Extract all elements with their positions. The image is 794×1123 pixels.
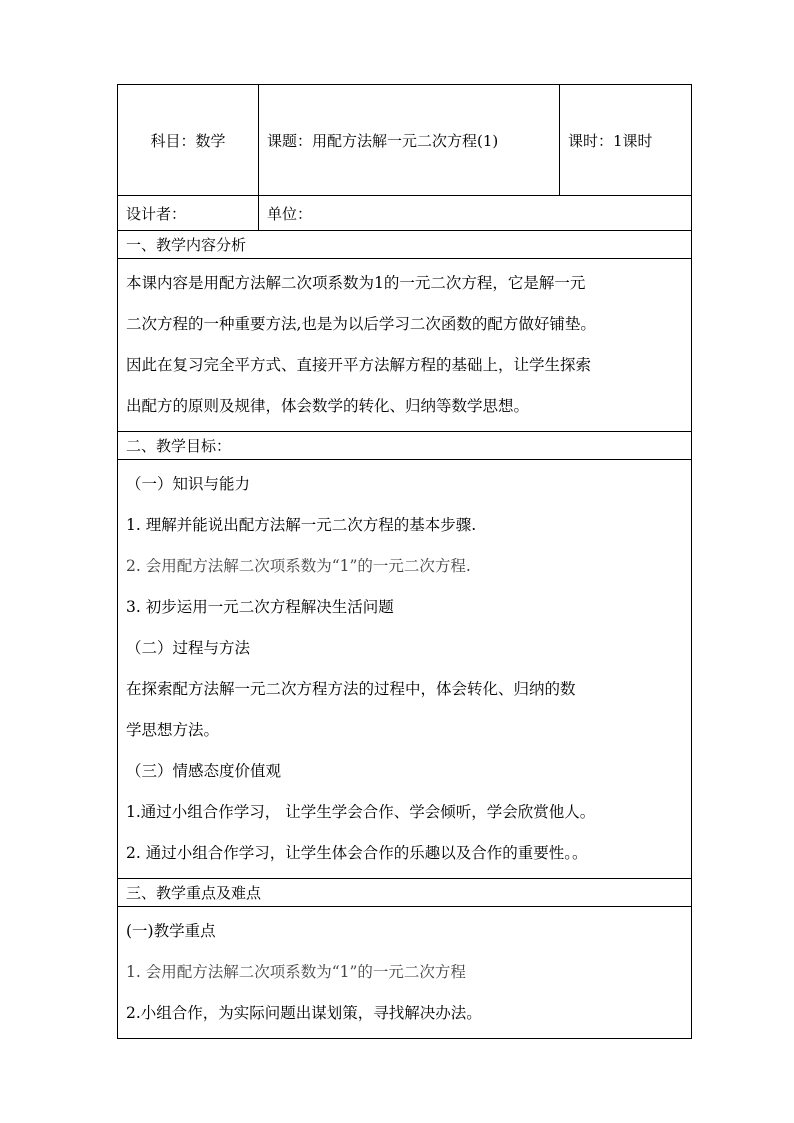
lesson-plan-page — [117, 84, 691, 1039]
section1-line: 本课内容是用配方法解二次项系数为1的一元二次方程，它是解一元 — [126, 274, 586, 292]
section1-line: 出配方的原则及规律，体会数学的转化、归纳等数学思想。 — [126, 397, 530, 415]
unit-cell: 单位： — [259, 196, 692, 231]
designer-cell: 设计者： — [118, 196, 259, 231]
section2-content — [118, 460, 692, 879]
section2-line: （一）知识与能力 — [126, 475, 251, 493]
section3-line: (一)教学重点 — [126, 922, 216, 940]
section1-content-row — [118, 259, 692, 432]
section2-line: 1.通过小组合作学习， 让学生学会合作、学会倾听，学会欣赏他人。 — [126, 803, 596, 821]
section3-line: 1. 会用配方法解二次项系数为“1”的一元二次方程 — [126, 963, 466, 981]
section1-title: 一、教学内容分析 — [118, 231, 692, 259]
designer-row — [118, 196, 692, 231]
section2-title: 二、教学目标： — [118, 432, 692, 460]
section2-line: 1. 理解并能说出配方法解一元二次方程的基本步骤. — [126, 516, 477, 534]
section3-title: 三、教学重点及难点 — [118, 879, 692, 907]
section3-content — [118, 907, 692, 1039]
section3-line: 2.小组合作，为实际问题出谋划策，寻找解决办法。 — [126, 1004, 482, 1022]
section2-line: 2. 会用配方法解二次项系数为“1”的一元二次方程. — [126, 557, 471, 575]
section1-line: 二次方程的一种重要方法,也是为以后学习二次函数的配方做好铺垫。 — [126, 315, 596, 333]
section1-line: 因此在复习完全平方式、直接开平方法解方程的基础上，让学生探索 — [126, 356, 592, 374]
period-cell: 课时：1课时 — [560, 85, 692, 196]
section2-line: 2. 通过小组合作学习，让学生体会合作的乐趣以及合作的重要性。。 — [126, 844, 588, 862]
section2-line: 3. 初步运用一元二次方程解决生活问题 — [126, 598, 394, 616]
section1-title-row — [118, 231, 692, 259]
section2-line: （二）过程与方法 — [126, 639, 251, 657]
section3-title-row — [118, 879, 692, 907]
section2-content-row — [118, 460, 692, 879]
section2-line: 在探索配方法解一元二次方程方法的过程中，体会转化、归纳的数 — [126, 680, 576, 698]
section2-title-row — [118, 432, 692, 460]
section3-content-row — [118, 907, 692, 1039]
header-row — [118, 85, 692, 196]
section1-content — [118, 259, 692, 432]
lesson-plan-table — [117, 84, 692, 1039]
subject-cell: 科目：数学 — [118, 85, 259, 196]
topic-cell: 课题：用配方法解一元二次方程(1) — [259, 85, 560, 196]
section2-line: 学思想方法。 — [126, 721, 220, 739]
section2-line: （三）情感态度价值观 — [126, 762, 282, 780]
